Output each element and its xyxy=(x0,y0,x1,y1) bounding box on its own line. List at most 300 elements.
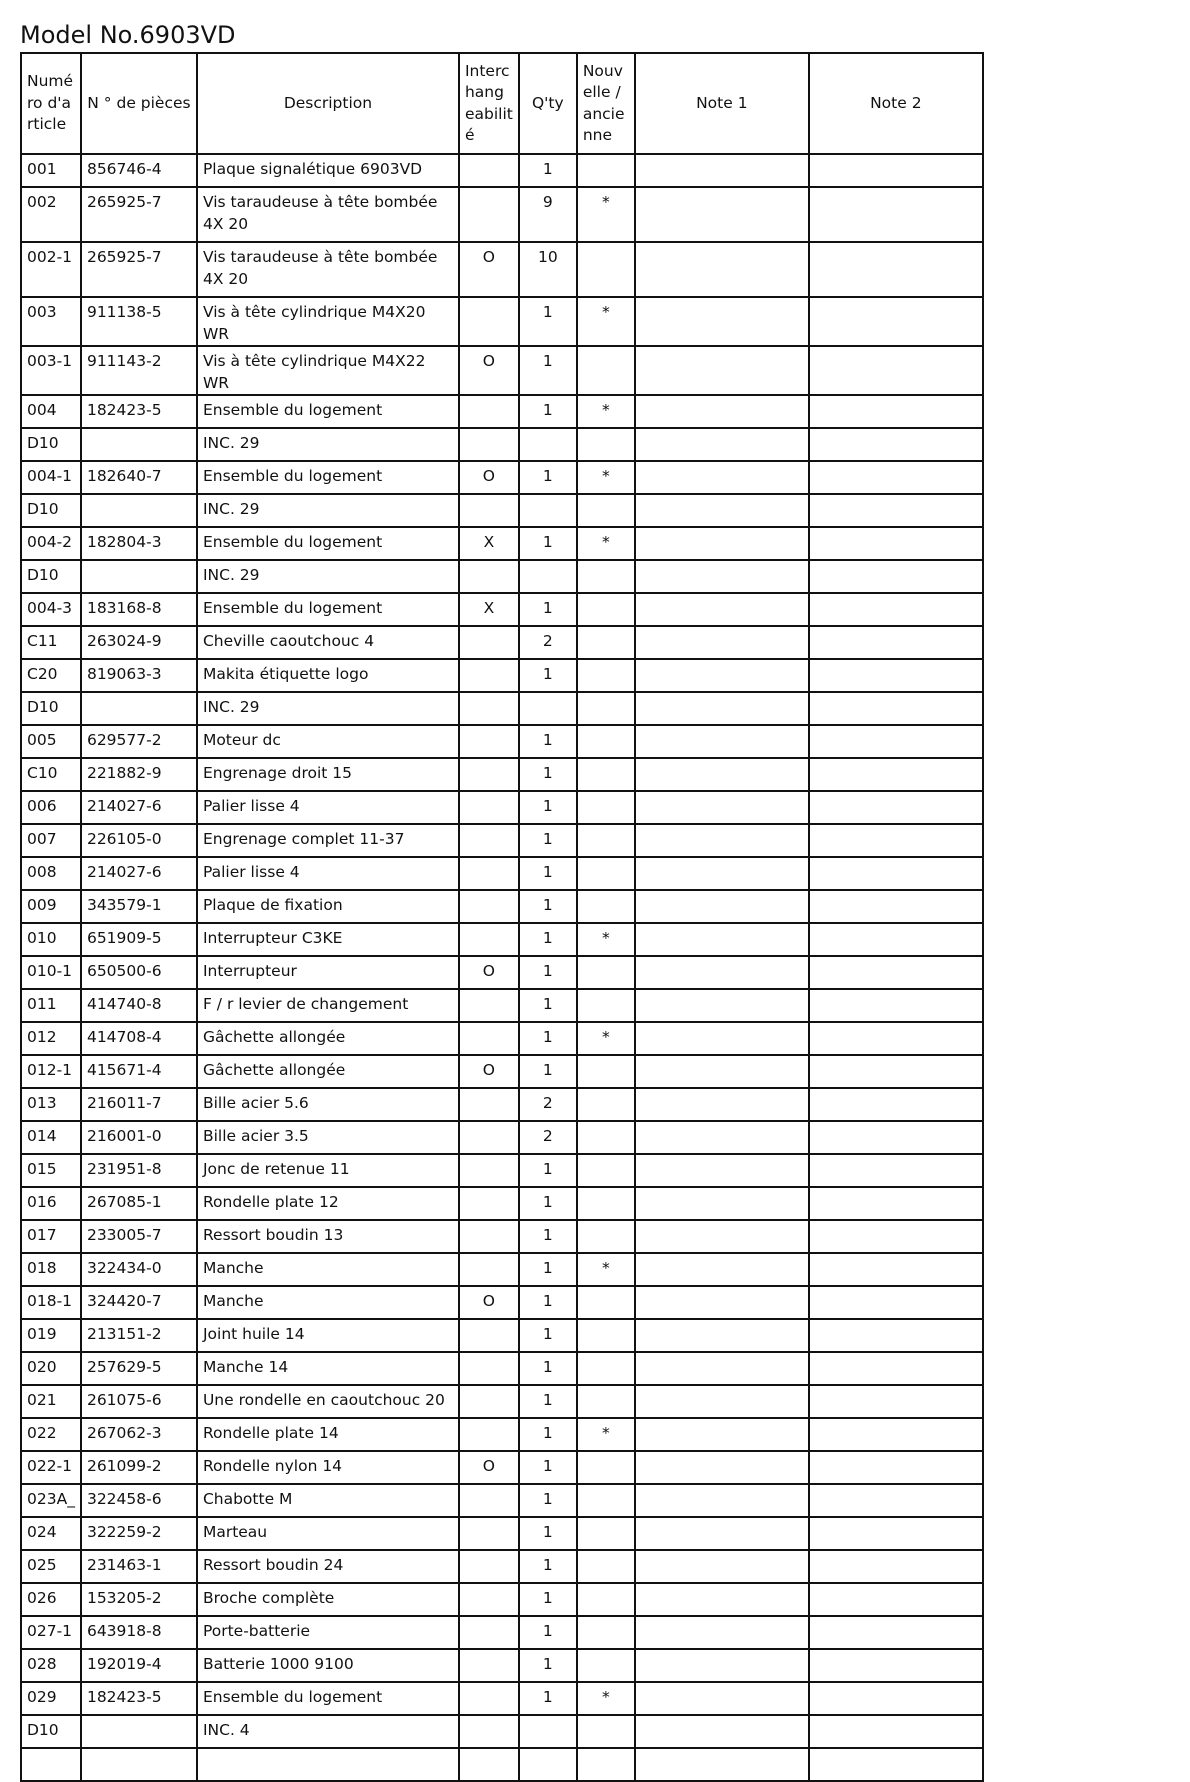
cell-quantity: 1 xyxy=(519,989,577,1022)
cell-quantity: 1 xyxy=(519,1451,577,1484)
cell-item-number: D10 xyxy=(21,560,81,593)
cell-interchangeability xyxy=(459,494,519,527)
cell-part-number: 819063-3 xyxy=(81,659,197,692)
cell-part-number: 267062-3 xyxy=(81,1418,197,1451)
cell-interchangeability xyxy=(459,1418,519,1451)
cell-item-number: 023A_ xyxy=(21,1484,81,1517)
cell-note-2 xyxy=(809,791,983,824)
cell-note-1 xyxy=(635,1253,809,1286)
cell-interchangeability xyxy=(459,824,519,857)
cell-note-1 xyxy=(635,461,809,494)
column-header-item: Numé ro d'a rticle xyxy=(21,53,81,154)
cell-note-1 xyxy=(635,1220,809,1253)
cell-quantity: 1 xyxy=(519,346,577,395)
table-row xyxy=(21,1385,983,1418)
cell-description: Gâchette allongée xyxy=(197,1055,459,1088)
cell-part-number: 322259-2 xyxy=(81,1517,197,1550)
cell-quantity: 1 xyxy=(519,1319,577,1352)
cell-interchangeability xyxy=(459,1616,519,1649)
cell-description: Gâchette allongée xyxy=(197,1022,459,1055)
cell-quantity: 9 xyxy=(519,187,577,242)
table-row xyxy=(21,395,983,428)
cell-new-old: * xyxy=(577,527,635,560)
cell-note-1 xyxy=(635,824,809,857)
cell-interchangeability xyxy=(459,1550,519,1583)
table-row xyxy=(21,923,983,956)
cell-description: Palier lisse 4 xyxy=(197,791,459,824)
cell-new-old xyxy=(577,1055,635,1088)
cell-note-2 xyxy=(809,560,983,593)
cell-item-number: 002-1 xyxy=(21,242,81,297)
cell-interchangeability: O xyxy=(459,242,519,297)
table-row xyxy=(21,242,983,297)
cell-part-number: 182423-5 xyxy=(81,395,197,428)
cell-new-old xyxy=(577,593,635,626)
cell-description: Vis taraudeuse à tête bombée 4X 20 xyxy=(197,187,459,242)
cell-note-1 xyxy=(635,1022,809,1055)
cell-description: Engrenage complet 11-37 xyxy=(197,824,459,857)
cell-new-old xyxy=(577,989,635,1022)
cell-description: Joint huile 14 xyxy=(197,1319,459,1352)
cell-part-number: 265925-7 xyxy=(81,187,197,242)
cell-note-2 xyxy=(809,1682,983,1715)
cell-item-number: 001 xyxy=(21,154,81,187)
cell-description: Plaque signalétique 6903VD xyxy=(197,154,459,187)
cell-quantity: 1 xyxy=(519,1352,577,1385)
cell-description: INC. 29 xyxy=(197,692,459,725)
cell-interchangeability xyxy=(459,923,519,956)
cell-description: Bille acier 5.6 xyxy=(197,1088,459,1121)
column-header-new-old: Nouv elle / ancie nne xyxy=(577,53,635,154)
cell-new-old xyxy=(577,1748,635,1781)
cell-note-2 xyxy=(809,1220,983,1253)
cell-new-old xyxy=(577,494,635,527)
cell-quantity: 1 xyxy=(519,1187,577,1220)
column-header-note-2: Note 2 xyxy=(809,53,983,154)
cell-interchangeability xyxy=(459,890,519,923)
cell-part-number: 226105-0 xyxy=(81,824,197,857)
table-row xyxy=(21,428,983,461)
cell-item-number xyxy=(21,1748,81,1781)
cell-note-1 xyxy=(635,395,809,428)
cell-new-old: * xyxy=(577,297,635,346)
cell-part-number: 267085-1 xyxy=(81,1187,197,1220)
cell-interchangeability xyxy=(459,1583,519,1616)
cell-new-old: * xyxy=(577,923,635,956)
cell-part-number: 856746-4 xyxy=(81,154,197,187)
cell-item-number: C11 xyxy=(21,626,81,659)
cell-item-number: 019 xyxy=(21,1319,81,1352)
cell-note-1 xyxy=(635,1055,809,1088)
cell-note-1 xyxy=(635,725,809,758)
cell-item-number: 013 xyxy=(21,1088,81,1121)
cell-part-number: 322458-6 xyxy=(81,1484,197,1517)
cell-description: Rondelle plate 14 xyxy=(197,1418,459,1451)
cell-item-number: D10 xyxy=(21,494,81,527)
cell-part-number: 182804-3 xyxy=(81,527,197,560)
cell-note-1 xyxy=(635,1352,809,1385)
cell-note-2 xyxy=(809,1385,983,1418)
cell-item-number: 025 xyxy=(21,1550,81,1583)
cell-new-old: * xyxy=(577,1682,635,1715)
cell-new-old xyxy=(577,1517,635,1550)
cell-new-old xyxy=(577,659,635,692)
cell-quantity: 1 xyxy=(519,1418,577,1451)
cell-description: F / r levier de changement xyxy=(197,989,459,1022)
cell-note-2 xyxy=(809,187,983,242)
cell-description: Broche complète xyxy=(197,1583,459,1616)
cell-new-old xyxy=(577,1385,635,1418)
table-row xyxy=(21,857,983,890)
table-row xyxy=(21,659,983,692)
cell-interchangeability xyxy=(459,1748,519,1781)
table-row xyxy=(21,593,983,626)
cell-part-number xyxy=(81,560,197,593)
cell-note-2 xyxy=(809,692,983,725)
cell-part-number xyxy=(81,692,197,725)
cell-quantity xyxy=(519,560,577,593)
cell-note-1 xyxy=(635,857,809,890)
cell-interchangeability xyxy=(459,1121,519,1154)
cell-new-old xyxy=(577,1484,635,1517)
cell-description: Manche xyxy=(197,1253,459,1286)
cell-note-1 xyxy=(635,1451,809,1484)
cell-note-1 xyxy=(635,346,809,395)
cell-item-number: 017 xyxy=(21,1220,81,1253)
table-row xyxy=(21,1616,983,1649)
cell-note-1 xyxy=(635,1088,809,1121)
cell-item-number: 018 xyxy=(21,1253,81,1286)
cell-note-1 xyxy=(635,1682,809,1715)
cell-description: Ressort boudin 24 xyxy=(197,1550,459,1583)
cell-note-2 xyxy=(809,461,983,494)
cell-item-number: C10 xyxy=(21,758,81,791)
cell-note-1 xyxy=(635,593,809,626)
cell-description: Vis taraudeuse à tête bombée 4X 20 xyxy=(197,242,459,297)
column-header-quantity: Q'ty xyxy=(519,53,577,154)
cell-quantity: 1 xyxy=(519,1253,577,1286)
cell-description xyxy=(197,1748,459,1781)
cell-part-number: 216001-0 xyxy=(81,1121,197,1154)
cell-interchangeability xyxy=(459,758,519,791)
cell-interchangeability xyxy=(459,725,519,758)
cell-note-1 xyxy=(635,1649,809,1682)
cell-interchangeability xyxy=(459,626,519,659)
cell-interchangeability xyxy=(459,428,519,461)
cell-item-number: 010 xyxy=(21,923,81,956)
table-row xyxy=(21,1055,983,1088)
cell-note-2 xyxy=(809,527,983,560)
table-row xyxy=(21,527,983,560)
cell-note-2 xyxy=(809,1748,983,1781)
cell-note-1 xyxy=(635,494,809,527)
cell-description: Marteau xyxy=(197,1517,459,1550)
cell-part-number: 182423-5 xyxy=(81,1682,197,1715)
cell-item-number: 004-1 xyxy=(21,461,81,494)
column-header-interchangeability: Interc hang eabilit é xyxy=(459,53,519,154)
cell-interchangeability xyxy=(459,395,519,428)
parts-table xyxy=(20,52,984,1782)
cell-note-2 xyxy=(809,1484,983,1517)
cell-note-1 xyxy=(635,1418,809,1451)
cell-interchangeability: X xyxy=(459,527,519,560)
table-row xyxy=(21,1187,983,1220)
cell-description: Palier lisse 4 xyxy=(197,857,459,890)
cell-interchangeability xyxy=(459,989,519,1022)
cell-new-old xyxy=(577,1088,635,1121)
cell-description: Interrupteur xyxy=(197,956,459,989)
cell-part-number xyxy=(81,1715,197,1748)
parts-table-body xyxy=(21,154,983,1781)
cell-new-old xyxy=(577,692,635,725)
cell-note-2 xyxy=(809,1022,983,1055)
cell-part-number: 233005-7 xyxy=(81,1220,197,1253)
cell-quantity: 2 xyxy=(519,1121,577,1154)
cell-note-1 xyxy=(635,1583,809,1616)
cell-quantity: 1 xyxy=(519,890,577,923)
cell-interchangeability: X xyxy=(459,593,519,626)
cell-new-old: * xyxy=(577,395,635,428)
cell-note-1 xyxy=(635,989,809,1022)
cell-note-1 xyxy=(635,187,809,242)
cell-quantity: 1 xyxy=(519,956,577,989)
cell-quantity: 1 xyxy=(519,758,577,791)
cell-item-number: 003 xyxy=(21,297,81,346)
cell-note-1 xyxy=(635,560,809,593)
cell-quantity xyxy=(519,1748,577,1781)
cell-description: Vis à tête cylindrique M4X22 WR xyxy=(197,346,459,395)
cell-note-2 xyxy=(809,824,983,857)
cell-quantity xyxy=(519,428,577,461)
table-row xyxy=(21,989,983,1022)
cell-part-number: 213151-2 xyxy=(81,1319,197,1352)
cell-item-number: 012-1 xyxy=(21,1055,81,1088)
cell-item-number: 026 xyxy=(21,1583,81,1616)
cell-note-2 xyxy=(809,593,983,626)
cell-new-old xyxy=(577,824,635,857)
cell-part-number: 265925-7 xyxy=(81,242,197,297)
cell-item-number: 027-1 xyxy=(21,1616,81,1649)
cell-note-2 xyxy=(809,428,983,461)
table-row xyxy=(21,346,983,395)
table-row xyxy=(21,1286,983,1319)
cell-note-2 xyxy=(809,857,983,890)
cell-note-2 xyxy=(809,1418,983,1451)
cell-item-number: 004-2 xyxy=(21,527,81,560)
cell-part-number xyxy=(81,1748,197,1781)
cell-note-2 xyxy=(809,1517,983,1550)
cell-quantity xyxy=(519,1715,577,1748)
cell-note-2 xyxy=(809,989,983,1022)
cell-quantity: 1 xyxy=(519,857,577,890)
cell-part-number: 650500-6 xyxy=(81,956,197,989)
cell-description: Manche xyxy=(197,1286,459,1319)
cell-part-number: 221882-9 xyxy=(81,758,197,791)
table-row xyxy=(21,1022,983,1055)
cell-quantity: 1 xyxy=(519,1055,577,1088)
cell-part-number: 629577-2 xyxy=(81,725,197,758)
cell-item-number: 004-3 xyxy=(21,593,81,626)
cell-note-1 xyxy=(635,242,809,297)
table-row xyxy=(21,1517,983,1550)
cell-item-number: 028 xyxy=(21,1649,81,1682)
cell-quantity: 1 xyxy=(519,824,577,857)
cell-note-1 xyxy=(635,1385,809,1418)
cell-item-number: 007 xyxy=(21,824,81,857)
cell-description: Rondelle nylon 14 xyxy=(197,1451,459,1484)
cell-note-2 xyxy=(809,1583,983,1616)
cell-note-1 xyxy=(635,890,809,923)
cell-description: Ressort boudin 13 xyxy=(197,1220,459,1253)
cell-note-2 xyxy=(809,1352,983,1385)
cell-new-old xyxy=(577,1451,635,1484)
cell-note-1 xyxy=(635,1550,809,1583)
cell-new-old xyxy=(577,242,635,297)
cell-quantity: 1 xyxy=(519,461,577,494)
cell-quantity: 1 xyxy=(519,1616,577,1649)
cell-note-2 xyxy=(809,1616,983,1649)
cell-description: Ensemble du logement xyxy=(197,593,459,626)
cell-interchangeability: O xyxy=(459,461,519,494)
cell-note-1 xyxy=(635,1517,809,1550)
cell-item-number: 015 xyxy=(21,1154,81,1187)
cell-part-number xyxy=(81,428,197,461)
cell-note-2 xyxy=(809,395,983,428)
cell-quantity: 1 xyxy=(519,659,577,692)
cell-item-number: 020 xyxy=(21,1352,81,1385)
cell-part-number: 414708-4 xyxy=(81,1022,197,1055)
cell-note-2 xyxy=(809,1451,983,1484)
cell-quantity: 1 xyxy=(519,395,577,428)
cell-new-old xyxy=(577,1550,635,1583)
cell-new-old xyxy=(577,428,635,461)
cell-new-old xyxy=(577,346,635,395)
cell-quantity: 1 xyxy=(519,725,577,758)
cell-part-number: 643918-8 xyxy=(81,1616,197,1649)
cell-new-old: * xyxy=(577,1418,635,1451)
cell-part-number xyxy=(81,494,197,527)
table-row xyxy=(21,1352,983,1385)
cell-interchangeability: O xyxy=(459,346,519,395)
table-row xyxy=(21,1121,983,1154)
cell-note-1 xyxy=(635,626,809,659)
cell-quantity: 2 xyxy=(519,1088,577,1121)
table-row xyxy=(21,956,983,989)
cell-new-old xyxy=(577,758,635,791)
cell-quantity: 1 xyxy=(519,1022,577,1055)
cell-interchangeability xyxy=(459,659,519,692)
cell-new-old xyxy=(577,857,635,890)
cell-new-old: * xyxy=(577,1253,635,1286)
cell-item-number: 010-1 xyxy=(21,956,81,989)
cell-description: Ensemble du logement xyxy=(197,1682,459,1715)
cell-interchangeability: O xyxy=(459,956,519,989)
cell-item-number: 002 xyxy=(21,187,81,242)
table-row xyxy=(21,758,983,791)
cell-quantity: 1 xyxy=(519,1517,577,1550)
cell-item-number: 016 xyxy=(21,1187,81,1220)
cell-note-1 xyxy=(635,1187,809,1220)
cell-part-number: 322434-0 xyxy=(81,1253,197,1286)
cell-note-2 xyxy=(809,154,983,187)
cell-new-old xyxy=(577,626,635,659)
cell-description: Rondelle plate 12 xyxy=(197,1187,459,1220)
table-row xyxy=(21,1418,983,1451)
cell-interchangeability xyxy=(459,791,519,824)
cell-note-2 xyxy=(809,1715,983,1748)
cell-description: Porte-batterie xyxy=(197,1616,459,1649)
table-row xyxy=(21,1154,983,1187)
cell-new-old xyxy=(577,1220,635,1253)
cell-part-number: 911143-2 xyxy=(81,346,197,395)
cell-part-number: 415671-4 xyxy=(81,1055,197,1088)
cell-quantity: 1 xyxy=(519,593,577,626)
cell-part-number: 261099-2 xyxy=(81,1451,197,1484)
cell-interchangeability xyxy=(459,1715,519,1748)
cell-note-1 xyxy=(635,659,809,692)
table-row xyxy=(21,791,983,824)
cell-new-old xyxy=(577,890,635,923)
cell-new-old xyxy=(577,956,635,989)
cell-part-number: 183168-8 xyxy=(81,593,197,626)
cell-quantity: 1 xyxy=(519,1649,577,1682)
cell-new-old xyxy=(577,725,635,758)
cell-note-1 xyxy=(635,923,809,956)
table-row xyxy=(21,824,983,857)
cell-description: Ensemble du logement xyxy=(197,461,459,494)
cell-quantity: 1 xyxy=(519,923,577,956)
cell-item-number: D10 xyxy=(21,428,81,461)
cell-interchangeability: O xyxy=(459,1451,519,1484)
cell-description: Jonc de retenue 11 xyxy=(197,1154,459,1187)
cell-description: Cheville caoutchouc 4 xyxy=(197,626,459,659)
cell-description: Plaque de fixation xyxy=(197,890,459,923)
cell-quantity: 1 xyxy=(519,527,577,560)
cell-new-old xyxy=(577,1286,635,1319)
cell-part-number: 214027-6 xyxy=(81,791,197,824)
cell-description: Interrupteur C3KE xyxy=(197,923,459,956)
cell-interchangeability: O xyxy=(459,1286,519,1319)
column-header-description: Description xyxy=(197,53,459,154)
cell-note-2 xyxy=(809,1550,983,1583)
cell-note-1 xyxy=(635,297,809,346)
cell-new-old xyxy=(577,560,635,593)
cell-description: Ensemble du logement xyxy=(197,527,459,560)
cell-interchangeability xyxy=(459,692,519,725)
cell-note-1 xyxy=(635,758,809,791)
cell-description: Moteur dc xyxy=(197,725,459,758)
cell-note-1 xyxy=(635,1616,809,1649)
table-row xyxy=(21,890,983,923)
cell-description: INC. 29 xyxy=(197,428,459,461)
cell-new-old xyxy=(577,1187,635,1220)
cell-new-old: * xyxy=(577,187,635,242)
table-row xyxy=(21,1319,983,1352)
cell-new-old xyxy=(577,1583,635,1616)
cell-note-2 xyxy=(809,1187,983,1220)
cell-part-number: 182640-7 xyxy=(81,461,197,494)
cell-part-number: 261075-6 xyxy=(81,1385,197,1418)
cell-description: Makita étiquette logo xyxy=(197,659,459,692)
cell-item-number: 005 xyxy=(21,725,81,758)
cell-item-number: 006 xyxy=(21,791,81,824)
cell-quantity xyxy=(519,692,577,725)
cell-interchangeability xyxy=(459,297,519,346)
cell-note-1 xyxy=(635,154,809,187)
table-row xyxy=(21,1682,983,1715)
cell-quantity: 1 xyxy=(519,1220,577,1253)
cell-description: Vis à tête cylindrique M4X20 WR xyxy=(197,297,459,346)
